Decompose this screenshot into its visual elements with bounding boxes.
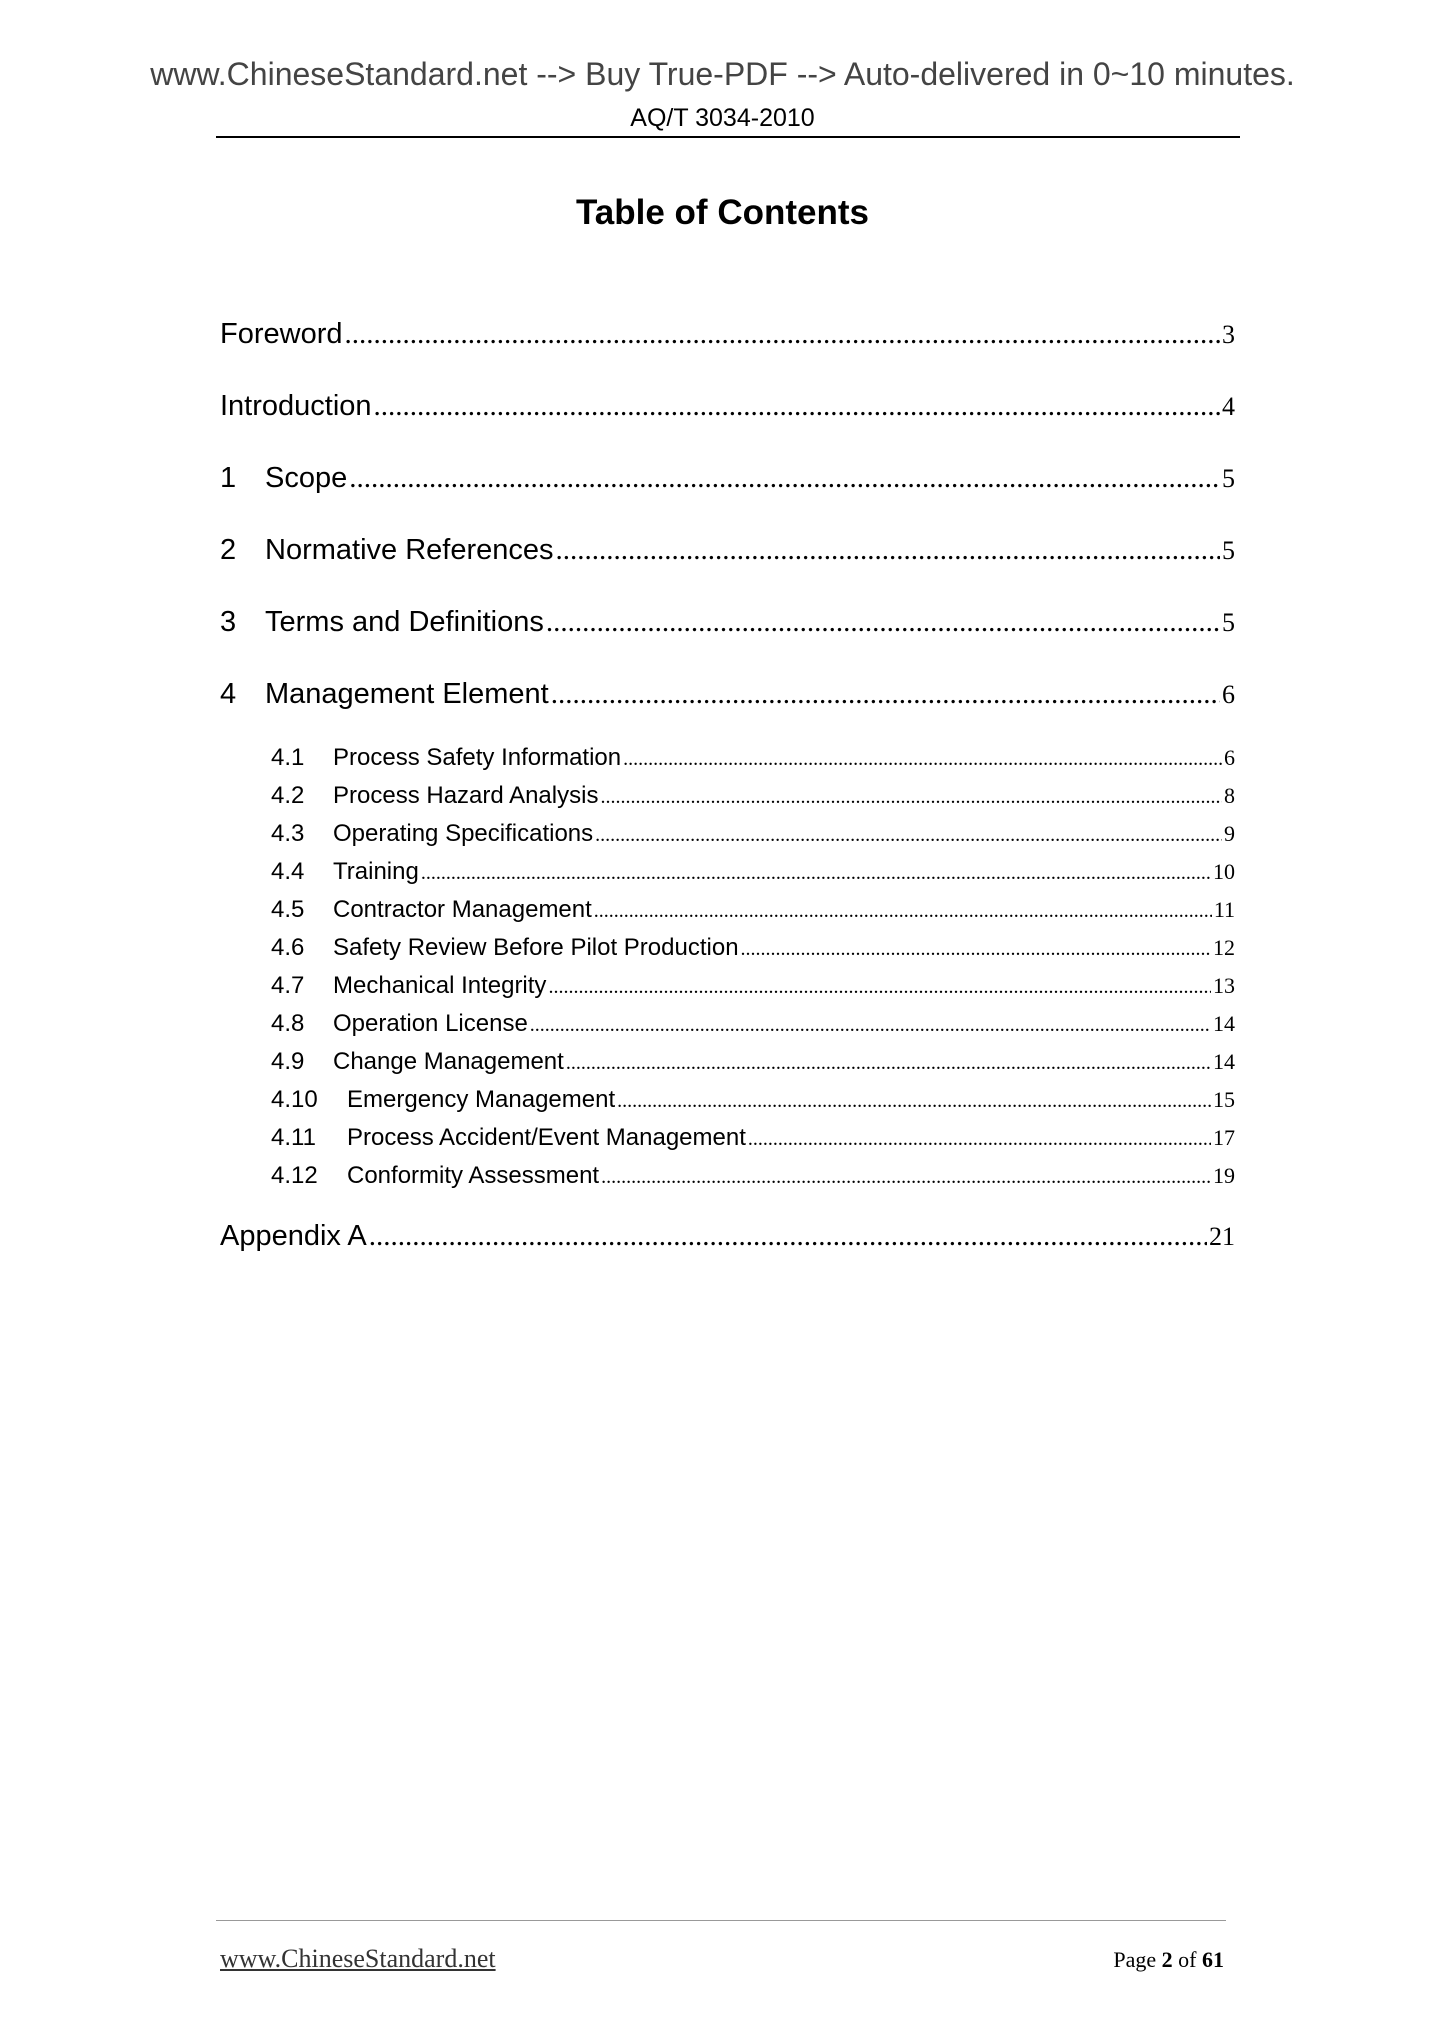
- toc-leader-dots: [369, 1220, 1207, 1253]
- toc-entry-label: Emergency Management: [347, 1086, 616, 1113]
- toc-leader-dots: [601, 1166, 1211, 1189]
- toc-entry-number: 4.7: [271, 972, 305, 999]
- toc-entry-4-2[interactable]: [271, 782, 1235, 810]
- toc-entry-4-11[interactable]: [271, 1124, 1235, 1152]
- toc-entry-page: 5: [1222, 536, 1235, 565]
- toc-entry-4-1[interactable]: [271, 744, 1235, 772]
- toc-entry-page: 6: [1222, 680, 1235, 709]
- toc-entry-number: 3: [220, 606, 237, 638]
- toc-entry-normative-references[interactable]: [220, 534, 1235, 567]
- header-divider: [216, 136, 1240, 138]
- page-of: of: [1178, 1947, 1197, 1972]
- toc-leader-dots: [594, 900, 1212, 923]
- toc-entry-page: 15: [1213, 1087, 1235, 1112]
- toc-entry-label: Process Accident/Event Management: [347, 1124, 746, 1151]
- toc-entry-foreword[interactable]: [220, 318, 1235, 351]
- toc-entry-label: Process Hazard Analysis: [333, 782, 599, 809]
- toc-entry-4-6[interactable]: [271, 934, 1235, 962]
- toc-leader-dots: [623, 748, 1222, 771]
- toc-entry-page: 8: [1224, 783, 1235, 808]
- toc-entry-label: Appendix A: [220, 1220, 367, 1252]
- toc-entry-label: Training: [333, 858, 419, 885]
- toc-entry-label: Foreword: [220, 318, 343, 350]
- toc-entry-page: 3: [1222, 320, 1235, 349]
- toc-entry-page: 9: [1224, 821, 1235, 846]
- page-prefix: Page: [1113, 1947, 1157, 1972]
- toc-leader-dots: [345, 318, 1221, 351]
- toc-leader-dots: [566, 1052, 1211, 1075]
- toc-leader-dots: [551, 678, 1220, 711]
- footer-page-number: [1113, 1947, 1224, 1973]
- toc-leader-dots: [349, 462, 1220, 495]
- footer-site-link[interactable]: www.ChineseStandard.net: [220, 1944, 496, 1973]
- toc-entry-number: 4.4: [271, 858, 305, 885]
- toc-entry-page: 4: [1222, 392, 1235, 421]
- toc-entry-label: Introduction: [220, 390, 372, 422]
- toc-entry-page: 14: [1213, 1011, 1235, 1036]
- toc-leader-dots: [421, 862, 1211, 885]
- toc-entry-terms-definitions[interactable]: [220, 606, 1235, 639]
- toc-entry-page: 6: [1224, 745, 1235, 770]
- toc-leader-dots: [595, 824, 1222, 847]
- toc-entry-number: 4.5: [271, 896, 305, 923]
- toc-entry-page: 5: [1222, 608, 1235, 637]
- toc-leader-dots: [617, 1090, 1211, 1113]
- toc-entry-page: 14: [1213, 1049, 1235, 1074]
- toc-entry-4-12[interactable]: [271, 1162, 1235, 1190]
- promo-banner[interactable]: www.ChineseStandard.net --> Buy True-PDF --> Auto-delivered in 0~10 minutes.: [150, 56, 1295, 92]
- toc-entry-number: 1: [220, 462, 237, 494]
- toc-entry-label: Operating Specifications: [333, 820, 594, 847]
- toc-entry-number: 4.6: [271, 934, 305, 961]
- toc-entry-number: 4.11: [271, 1124, 316, 1151]
- toc-entry-4-9[interactable]: [271, 1048, 1235, 1076]
- toc-entry-page: 10: [1213, 859, 1235, 884]
- toc-entry-label: Operation License: [333, 1010, 528, 1037]
- toc-leader-dots: [600, 786, 1222, 809]
- toc-entry-label: Management Element: [265, 678, 549, 710]
- toc-entry-4-8[interactable]: [271, 1010, 1235, 1038]
- toc-leader-dots: [556, 534, 1221, 567]
- toc-leader-dots: [748, 1128, 1211, 1151]
- toc-entry-page: 21: [1209, 1222, 1235, 1251]
- toc-entry-label: Contractor Management: [333, 896, 592, 923]
- toc-leader-dots: [530, 1014, 1211, 1037]
- page-total: 61: [1202, 1947, 1224, 1972]
- toc-entry-4-5[interactable]: [271, 896, 1235, 924]
- toc-entry-number: 2: [220, 534, 237, 566]
- toc-entry-number: 4.1: [271, 744, 305, 771]
- toc-entry-label: Normative References: [265, 534, 554, 566]
- toc-title: Table of Contents: [576, 193, 869, 232]
- toc-entry-scope[interactable]: [220, 462, 1235, 495]
- toc-entry-number: 4.9: [271, 1048, 305, 1075]
- toc-entry-page: 5: [1222, 464, 1235, 493]
- toc-entry-4-3[interactable]: [271, 820, 1235, 848]
- toc-leader-dots: [374, 390, 1220, 423]
- standard-code: AQ/T 3034-2010: [630, 104, 815, 132]
- toc-entry-management-element[interactable]: [220, 678, 1235, 711]
- toc-entry-page: 19: [1213, 1163, 1235, 1188]
- toc-entry-introduction[interactable]: [220, 390, 1235, 423]
- toc-entry-appendix-a[interactable]: [220, 1220, 1235, 1253]
- toc-entry-4-7[interactable]: [271, 972, 1235, 1000]
- toc-entry-label: Change Management: [333, 1048, 564, 1075]
- toc-entry-label: Scope: [265, 462, 348, 494]
- footer-divider: [216, 1920, 1226, 1921]
- toc-entry-number: 4: [220, 678, 237, 710]
- toc-entry-number: 4.2: [271, 782, 305, 809]
- toc-entry-page: 13: [1213, 973, 1235, 998]
- toc-entry-4-10[interactable]: [271, 1086, 1235, 1114]
- toc-entry-label: Process Safety Information: [333, 744, 622, 771]
- toc-entry-number: 4.8: [271, 1010, 305, 1037]
- toc-entry-4-4[interactable]: [271, 858, 1235, 886]
- toc-entry-label: Terms and Definitions: [265, 606, 544, 638]
- toc-entry-page: 11: [1213, 897, 1235, 922]
- toc-entry-label: Conformity Assessment: [347, 1162, 600, 1189]
- toc-entry-page: 12: [1213, 935, 1235, 960]
- toc-entry-label: Safety Review Before Pilot Production: [333, 934, 739, 961]
- toc-leader-dots: [546, 606, 1220, 639]
- toc-entry-label: Mechanical Integrity: [333, 972, 547, 999]
- toc-entry-number: 4.12: [271, 1162, 318, 1189]
- toc-entry-number: 4.3: [271, 820, 305, 847]
- toc-leader-dots: [741, 938, 1211, 961]
- toc-leader-dots: [548, 976, 1211, 999]
- page-current: 2: [1161, 1947, 1173, 1972]
- toc-entry-page: 17: [1213, 1125, 1235, 1150]
- toc-entry-number: 4.10: [271, 1086, 318, 1113]
